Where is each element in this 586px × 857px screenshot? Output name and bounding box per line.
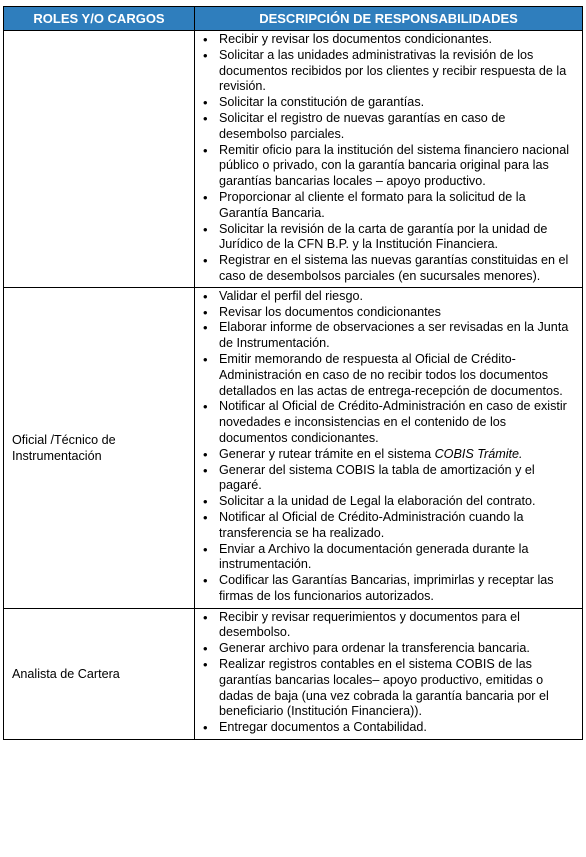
- list-item: • Notificar al Oficial de Crédito-Administración cuando la transferencia se ha realizado.: [195, 510, 576, 542]
- responsibilities-list: [195, 609, 582, 739]
- list-item: • Realizar registros contables en el sistema COBIS de las garantías bancarias locales– apoyo productivo, emitidas o dadas de baja (una vez cobrada la garantía bancaria por el beneficiario (Institución Financiera)).: [195, 657, 576, 720]
- list-item: • Generar archivo para ordenar la transferencia bancaria.: [195, 641, 576, 657]
- list-item: • Remitir oficio para la institución del sistema financiero nacional público o privado, con la garantía bancaria original para las garantías bancarias locales – apoyo productivo.: [195, 143, 576, 190]
- list-item: • Validar el perfil del riesgo.: [195, 289, 576, 305]
- table-row: [4, 287, 583, 608]
- list-item: • Notificar al Oficial de Crédito-Administración en caso de existir novedades e inconsistencias en el contenido de los documentos condicionantes.: [195, 399, 576, 446]
- role-cell: Oficial /Técnico de Instrumentación: [4, 287, 195, 608]
- role-cell: [4, 31, 195, 288]
- list-item: • Emitir memorando de respuesta al Oficial de Crédito-Administración en caso de no recibir todos los documentos detallados en las actas de entrega-recepción de documentos.: [195, 352, 576, 399]
- table-header-row: [4, 7, 583, 31]
- list-item: • Proporcionar al cliente el formato para la solicitud de la Garantía Bancaria.: [195, 190, 576, 222]
- list-item: • Solicitar la revisión de la carta de garantía por la unidad de Jurídico de la CFN B.P. y la Institución Financiera.: [195, 222, 576, 254]
- list-item-italic-text: COBIS Trámite.: [434, 446, 523, 461]
- list-item: • Enviar a Archivo la documentación generada durante la instrumentación.: [195, 542, 576, 574]
- role-cell: Analista de Cartera: [4, 608, 195, 739]
- table-row: [4, 31, 583, 288]
- list-item: • Solicitar el registro de nuevas garantías en caso de desembolso parciales.: [195, 111, 576, 143]
- responsibilities-list: [195, 31, 582, 287]
- list-item: • Registrar en el sistema las nuevas garantías constituidas en el caso de desembolsos parciales (en sucursales menores).: [195, 253, 576, 285]
- responsibilities-cell: [195, 608, 583, 739]
- header-description: DESCRIPCIÓN DE RESPONSABILIDADES: [195, 7, 583, 31]
- responsibilities-cell: [195, 287, 583, 608]
- list-item: [195, 447, 576, 463]
- list-item: • Solicitar a la unidad de Legal la elaboración del contrato.: [195, 494, 576, 510]
- responsibilities-list: [195, 288, 582, 608]
- responsibilities-table: [3, 6, 583, 740]
- list-item: • Elaborar informe de observaciones a ser revisadas en la Junta de Instrumentación.: [195, 320, 576, 352]
- list-item: • Codificar las Garantías Bancarias, imprimirlas y receptar las firmas de los funcionarios autorizados.: [195, 573, 576, 605]
- list-item: • Solicitar la constitución de garantías.: [195, 95, 576, 111]
- table-row: [4, 608, 583, 739]
- list-item: • Recibir y revisar los documentos condicionantes.: [195, 32, 576, 48]
- list-item: • Recibir y revisar requerimientos y documentos para el desembolso.: [195, 610, 576, 642]
- header-roles: ROLES Y/O CARGOS: [4, 7, 195, 31]
- list-item-text: Generar y rutear trámite en el sistema: [219, 446, 435, 461]
- list-item: • Revisar los documentos condicionantes: [195, 305, 576, 321]
- list-item: • Solicitar a las unidades administrativas la revisión de los documentos recibidos por los clientes y recibir respuesta de la revisión.: [195, 48, 576, 95]
- list-item: • Generar del sistema COBIS la tabla de amortización y el pagaré.: [195, 463, 576, 495]
- list-item: • Entregar documentos a Contabilidad.: [195, 720, 576, 736]
- responsibilities-cell: [195, 31, 583, 288]
